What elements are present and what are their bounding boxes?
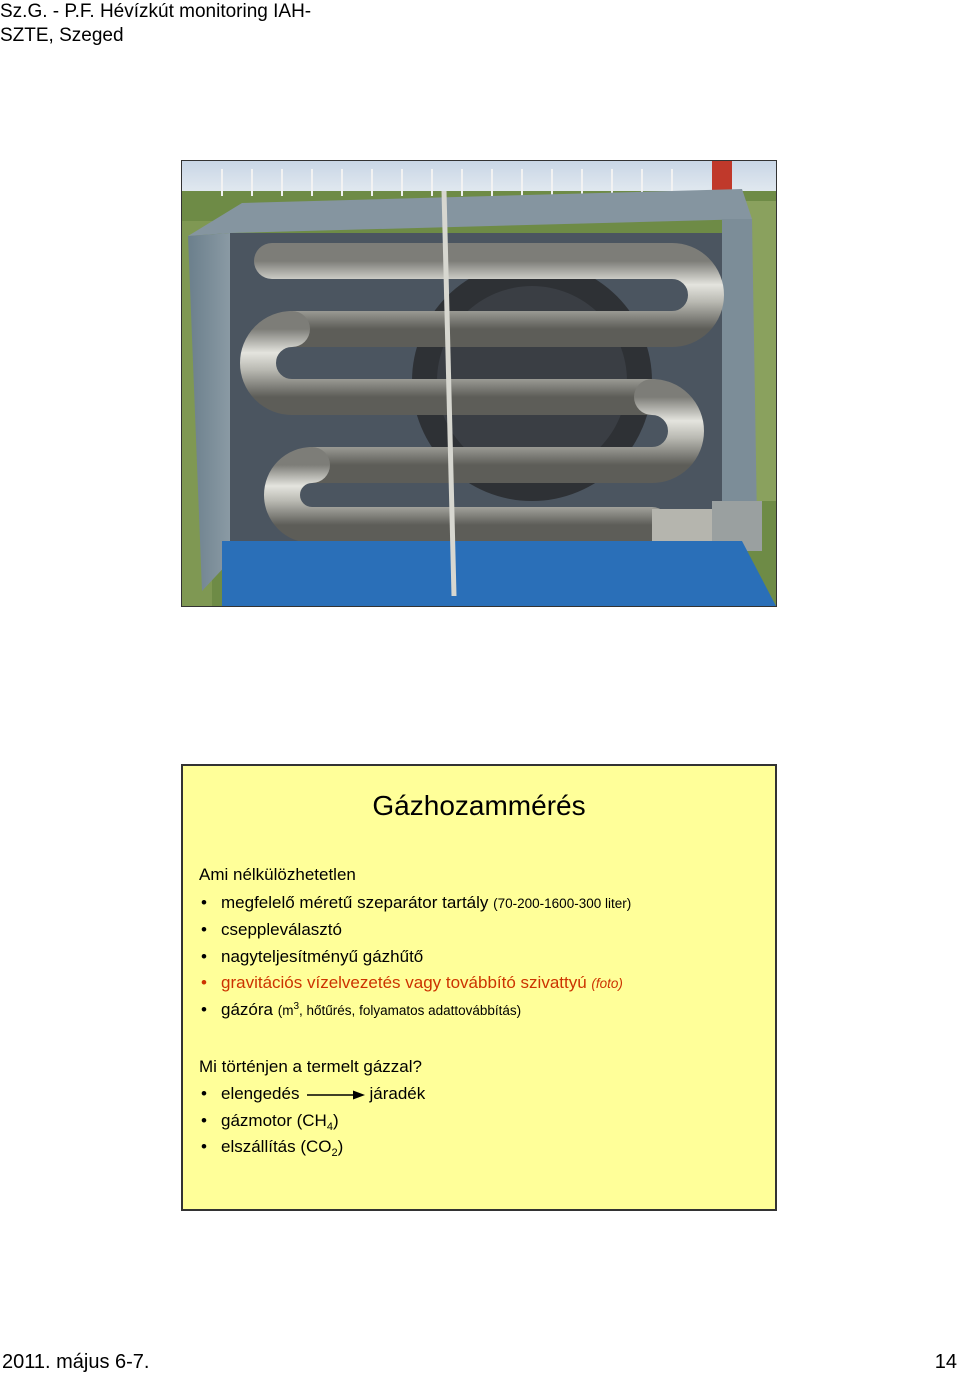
superscript: 3 bbox=[293, 1001, 300, 1013]
answer-left: elengedés bbox=[221, 1084, 300, 1103]
photo-note: (foto) bbox=[591, 975, 623, 991]
header-line-2: SZTE, Szeged bbox=[0, 25, 124, 46]
intro-text: Ami nélkülözhetetlen bbox=[199, 865, 356, 884]
question-text: Mi történjen a termelt gázzal? bbox=[199, 1057, 422, 1076]
list-item bbox=[199, 1134, 425, 1161]
answer-pre: gázmotor (CH bbox=[221, 1110, 327, 1130]
list-item bbox=[199, 917, 631, 943]
item-text: cseppleválasztó bbox=[221, 920, 342, 940]
document-header bbox=[0, 0, 311, 48]
item-text: gázóra bbox=[221, 1000, 273, 1020]
detail-pre: (m bbox=[277, 1003, 294, 1019]
right-arrow-icon bbox=[307, 1089, 365, 1101]
answer-right: járadék bbox=[369, 1084, 426, 1103]
page-number: 14 bbox=[934, 1351, 957, 1373]
requirements-list bbox=[199, 890, 631, 1024]
detail-post: , hőtűrés, folyamatos adattovábbítás) bbox=[299, 1003, 522, 1019]
answers-list bbox=[199, 1081, 425, 1161]
slide-title: Gázhozammérés bbox=[372, 790, 586, 821]
subscript: 2 bbox=[331, 1147, 338, 1159]
list-item-highlight bbox=[199, 970, 631, 997]
footer-date: 2011. május 6-7. bbox=[2, 1351, 150, 1373]
item-detail bbox=[278, 1003, 521, 1018]
slide-text-box bbox=[181, 764, 777, 1211]
subscript: 4 bbox=[326, 1120, 333, 1133]
list-item bbox=[199, 1108, 425, 1135]
header-line-1: Sz.G. - P.F. Hévízkút monitoring IAH- bbox=[0, 1, 312, 22]
item-detail: (70-200-1600-300 liter) bbox=[493, 896, 632, 911]
answer-post: ) bbox=[332, 1110, 339, 1130]
list-item bbox=[199, 944, 631, 970]
list-item bbox=[199, 1081, 425, 1108]
gas-cooler-photo bbox=[181, 160, 777, 607]
item-text: nagyteljesítményű gázhűtő bbox=[221, 946, 424, 966]
item-text: gravitációs vízelvezetés vagy továbbító szivattyú bbox=[221, 972, 587, 992]
list-item bbox=[199, 890, 631, 917]
answer-post: ) bbox=[337, 1137, 344, 1156]
answer-pre: elszállítás (CO bbox=[221, 1137, 332, 1156]
item-text: megfelelő méretű szeparátor tartály bbox=[221, 893, 489, 912]
list-item bbox=[199, 997, 631, 1024]
